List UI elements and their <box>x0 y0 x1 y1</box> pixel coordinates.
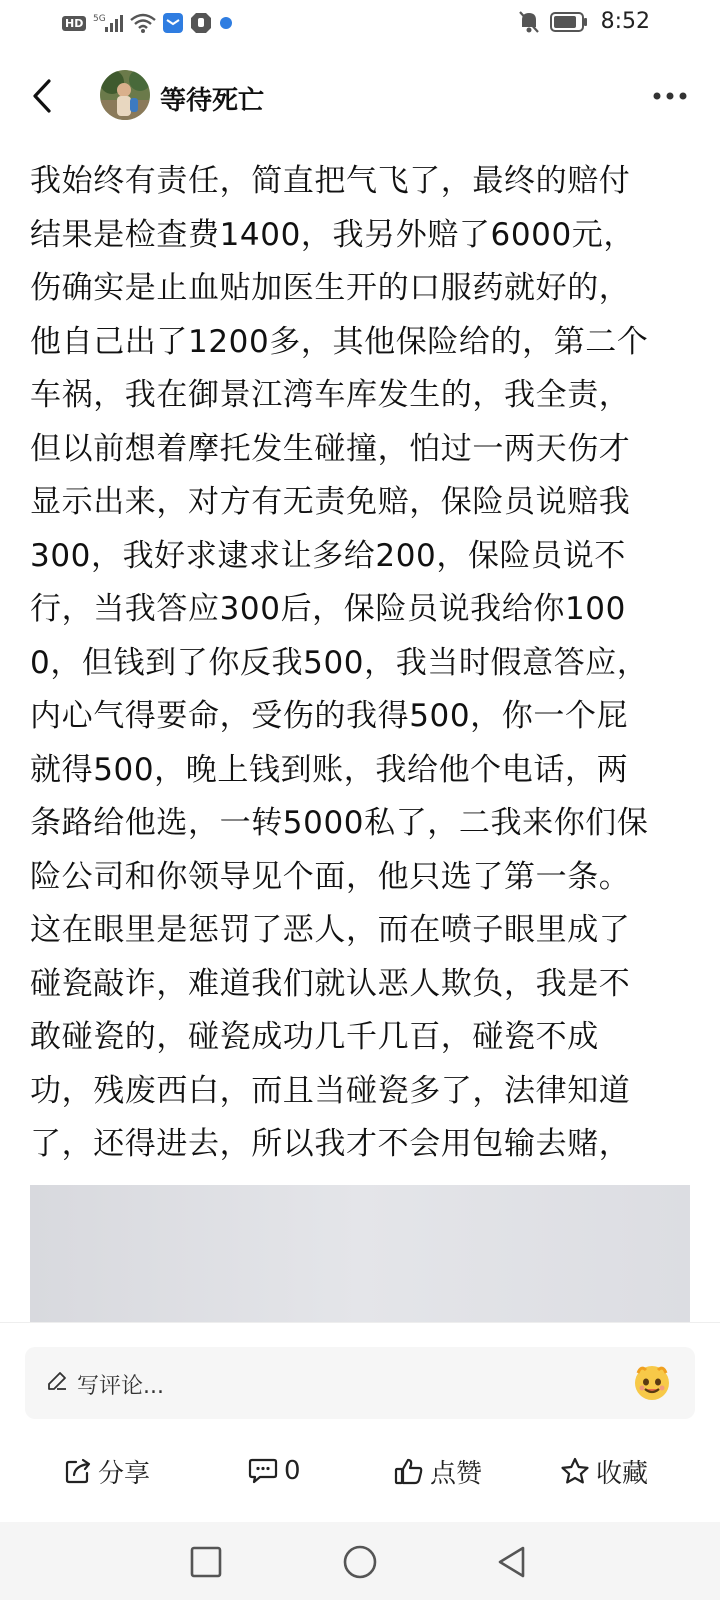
home-icon <box>342 1544 378 1580</box>
post-text-line: 他自己出了1200多，其他保险给的，第二个 <box>30 323 649 360</box>
post-text-line: 了，还得进去，所以我才不会用包输去赌， <box>30 1126 631 1162</box>
dot-icon <box>219 16 233 30</box>
like-label: 点赞 <box>430 1458 483 1489</box>
post-text-line: 这在眼里是惩罚了恶人，而在喷子眼里成了 <box>30 912 631 948</box>
thumbs-up-icon <box>394 1457 424 1485</box>
bottom-panel <box>0 1322 720 1525</box>
star-icon <box>560 1457 590 1485</box>
comment-input[interactable] <box>25 1347 695 1419</box>
share-icon <box>64 1457 92 1485</box>
post-image[interactable] <box>30 1185 690 1323</box>
post-text-line: 条路给他选，一转5000私了，二我来你们保 <box>30 805 649 841</box>
post-text-line: 结果是检查费1400，我另外赔了6000元， <box>30 216 635 253</box>
share-button[interactable] <box>64 1441 150 1501</box>
status-left-icons <box>62 12 233 34</box>
like-button[interactable] <box>394 1441 482 1501</box>
back-nav-button[interactable] <box>490 1540 534 1584</box>
recent-apps-icon <box>190 1546 222 1578</box>
back-button[interactable] <box>22 74 62 118</box>
post-text-line: 0，但钱到了你反我500，我当时假意答应， <box>30 644 649 681</box>
post-text-line: 功，残废西白，而且当碰瓷多了，法律知道 <box>30 1072 631 1109</box>
post-body <box>30 155 695 1172</box>
emoji-icon <box>631 1361 673 1403</box>
back-icon <box>31 79 53 113</box>
post-text-line: 行，当我答应300后，保险员说我给你100 <box>30 591 626 627</box>
app-notification-icon <box>163 13 183 33</box>
battery-icon <box>550 12 588 32</box>
post-text-line: 伤确实是止血贴加医生开的口服药就好的， <box>30 270 631 306</box>
post-text-line: 300，我好求逮求让多给200，保险员说不 <box>30 537 626 574</box>
post-text-line: 车祸，我在御景江湾车库发生的，我全责， <box>30 377 631 413</box>
post-text-line: 显示出来，对方有无责免赔，保险员说赔我 <box>30 484 631 520</box>
more-button[interactable] <box>650 82 690 110</box>
more-icon <box>653 92 687 100</box>
post-text-line: 敢碰瓷的，碰瓷成功几千几百，碰瓷不成 <box>30 1019 599 1055</box>
post-text-line: 险公司和你领导见个面，他只选了第一条。 <box>30 858 631 895</box>
signal-icon <box>93 12 123 34</box>
hand-icon <box>190 12 212 34</box>
hd-icon: HD <box>62 16 86 31</box>
home-button[interactable] <box>338 1540 382 1584</box>
post-text-line: 内心气得要命，受伤的我得500，你一个屁 <box>30 698 629 734</box>
favorite-button[interactable] <box>560 1441 648 1501</box>
back-nav-icon <box>495 1545 529 1579</box>
comment-placeholder: 写评论... <box>77 1374 164 1399</box>
system-nav-bar <box>0 1522 720 1600</box>
action-bar <box>0 1441 720 1501</box>
share-label: 分享 <box>98 1458 151 1489</box>
status-bar <box>0 0 720 48</box>
status-right-icons <box>518 10 588 34</box>
pen-icon <box>45 1369 69 1397</box>
comment-count: 0 <box>284 1456 301 1486</box>
comment-icon <box>248 1457 278 1485</box>
wifi-icon <box>130 13 156 33</box>
post-text-line: 我始终有责任，简直把气飞了，最终的赔付 <box>30 163 631 199</box>
recent-apps-button[interactable] <box>184 1540 228 1584</box>
emoji-button[interactable] <box>631 1361 673 1403</box>
user-name[interactable]: 等待死亡 <box>160 86 265 116</box>
post-header <box>0 60 720 132</box>
post-text-line: 就得500，晚上钱到账，我给他个电话，两 <box>30 751 629 788</box>
mute-icon <box>518 10 540 34</box>
post-text-line: 碰瓷敲诈，难道我们就认恶人欺负，我是不 <box>30 965 631 1002</box>
status-time: 8:52 <box>600 9 650 34</box>
post-text-line: 但以前想着摩托发生碰撞，怕过一两天伤才 <box>30 430 631 467</box>
avatar[interactable] <box>100 70 150 120</box>
comment-button[interactable] <box>248 1441 301 1501</box>
network-type-label: 5G <box>93 14 107 24</box>
favorite-label: 收藏 <box>596 1458 649 1489</box>
